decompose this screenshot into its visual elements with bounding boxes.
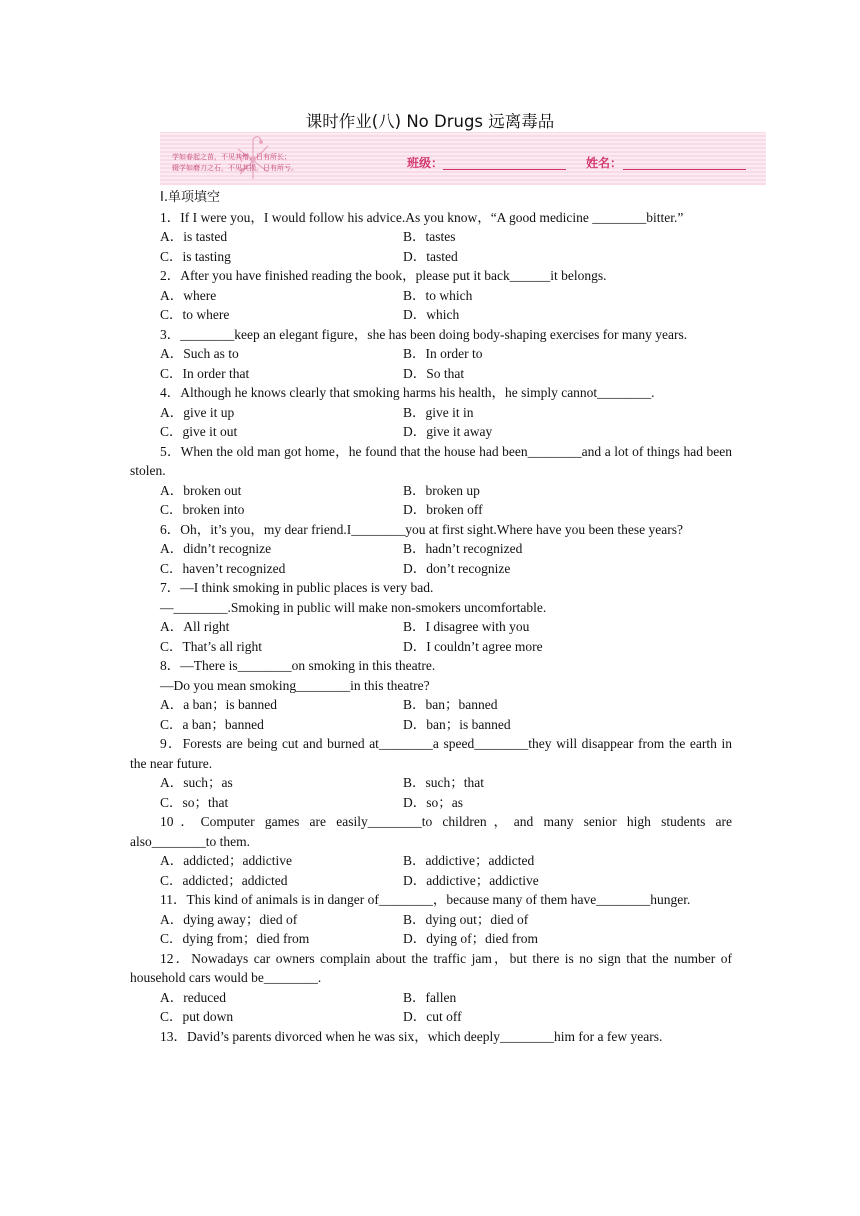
option-b[interactable]: B．hadn’t recognized [403,541,523,556]
options-row [160,793,732,813]
option-b[interactable]: B．tastes [403,229,456,244]
options-row [160,227,732,247]
question-stem: 2．After you have finished reading the book，please put it back______it belongs. [160,268,607,283]
option-d[interactable]: D．I couldn’t agree more [403,638,543,654]
option-a[interactable]: A．addicted；addictive [160,853,292,868]
question-stem: 3．________keep an elegant figure，she has been doing body-shaping exercises for many years. [160,326,688,342]
option-d[interactable]: D．give it away [403,424,493,439]
question-stem: 10．Computer games are easily________to children，and many senior high students are also________to them. [130,814,732,849]
option-a[interactable]: A．didn’t recognize [160,541,272,556]
class-label: 班级： [407,156,444,170]
options-row [160,715,732,735]
option-a[interactable]: A．such；as [160,775,233,790]
option-b[interactable]: B．addictive；addicted [403,853,535,868]
option-d[interactable]: D．which [403,307,460,322]
option-a[interactable]: A．give it up [160,404,235,420]
option-a[interactable]: A．where [160,287,217,303]
option-a[interactable]: A．All right [160,619,230,634]
option-a[interactable]: A．reduced [160,989,226,1005]
question-stem: 4．Although he knows clearly that smoking harms his health，he simply cannot________. [160,385,655,400]
option-b[interactable]: B．I disagree with you [403,619,530,634]
option-c[interactable]: C．That’s all right [160,638,262,654]
exercise-content [130,188,732,1046]
options-row [160,403,732,423]
option-c[interactable]: C．is tasting [160,248,231,264]
option-b[interactable]: B．dying out；died of [403,911,529,927]
question-stem: 1．If I were you，I would follow his advice.As you know，“A good medicine ________bitter.” [160,209,684,225]
option-a[interactable]: A．dying away；died of [160,911,298,927]
option-d[interactable]: D．tasted [403,248,458,264]
options-row [160,929,732,949]
options-row [160,364,732,384]
option-b[interactable]: B．broken up [403,482,480,498]
options-row [160,344,732,364]
option-c[interactable]: C．haven’t recognized [160,560,286,576]
options-row [160,851,732,871]
motto-line-2: 辍学如磨刀之石，不见其损，日有所亏。 [172,164,298,172]
section-title: Ⅰ.单项填空 [160,190,220,205]
motto-line-1: 学如春起之苗，不见其增，日有所长； [172,153,291,161]
option-c[interactable]: C．addicted；addicted [160,872,288,888]
question-stem: 7．—I think smoking in public places is very bad. [160,580,434,595]
options-row [160,637,732,657]
question-stem: 11．This kind of animals is in danger of________，because many of them have________hunger. [160,892,691,907]
option-b[interactable]: B．give it in [403,404,474,420]
option-c[interactable]: C．In order that [160,365,250,381]
class-field[interactable] [443,169,566,170]
question-stem-line-2: —________.Smoking in public will make non-smokers uncomfortable. [160,599,547,615]
options-row [160,500,732,520]
options-row [160,539,732,559]
options-row [160,247,732,267]
question-stem: 5．When the old man got home，he found that the house had been________and a lot of things had been stolen. [130,443,732,478]
option-b[interactable]: B．such；that [403,775,484,790]
options-row [160,871,732,891]
question-stem: 12．Nowadays car owners complain about the traffic jam，but there is no sign that the number of household cars would be________. [130,950,732,985]
option-d[interactable]: D．cut off [403,1009,462,1024]
options-row [160,559,732,579]
option-d[interactable]: D．don’t recognize [403,560,511,576]
option-b[interactable]: B．ban；banned [403,697,498,712]
options-row [160,617,732,637]
option-d[interactable]: D．So that [403,365,465,381]
page-title: 课时作业(八) No Drugs 远离毒品 [305,112,555,131]
option-c[interactable]: C．dying from；died from [160,931,310,946]
options-row [160,286,732,306]
option-d[interactable]: D．broken off [403,502,483,517]
options-row [160,422,732,442]
option-a[interactable]: A．Such as to [160,346,239,361]
options-row [160,481,732,501]
option-a[interactable]: A．is tasted [160,229,228,244]
option-c[interactable]: C．broken into [160,502,245,517]
option-b[interactable]: B．In order to [403,346,483,361]
option-c[interactable]: C．to where [160,307,230,322]
options-row [160,988,732,1008]
options-row [160,1007,732,1027]
option-c[interactable]: C．a ban；banned [160,716,264,732]
option-b[interactable]: B．to which [403,287,473,303]
options-row [160,773,732,793]
option-a[interactable]: A．broken out [160,482,242,498]
option-d[interactable]: D．dying of；died from [403,931,538,946]
question-stem: 9．Forests are being cut and burned at________a speed________they will disappear from the earth in the near future. [130,736,732,771]
options-row [160,305,732,325]
option-d[interactable]: D．so；as [403,794,463,810]
question-stem: 8．—There is________on smoking in this theatre. [160,658,436,673]
name-field[interactable] [623,169,746,170]
options-row [160,695,732,715]
question-stem: 6．Oh，it’s you，my dear friend.I________you at first sight.Where have you been these years? [160,521,683,537]
option-c[interactable]: C．give it out [160,424,238,439]
option-c[interactable]: C．so；that [160,794,229,810]
name-label: 姓名： [586,156,623,170]
question-stem: 13．David’s parents divorced when he was six，which deeply________him for a few years. [160,1028,663,1044]
header-banner [160,132,766,185]
option-d[interactable]: D．addictive；addictive [403,872,539,888]
option-d[interactable]: D．ban；is banned [403,716,511,732]
option-a[interactable]: A．a ban；is banned [160,697,277,712]
question-stem-line-2: —Do you mean smoking________in this theatre? [160,677,430,693]
options-row [160,910,732,930]
option-b[interactable]: B．fallen [403,989,457,1005]
option-c[interactable]: C．put down [160,1009,234,1024]
